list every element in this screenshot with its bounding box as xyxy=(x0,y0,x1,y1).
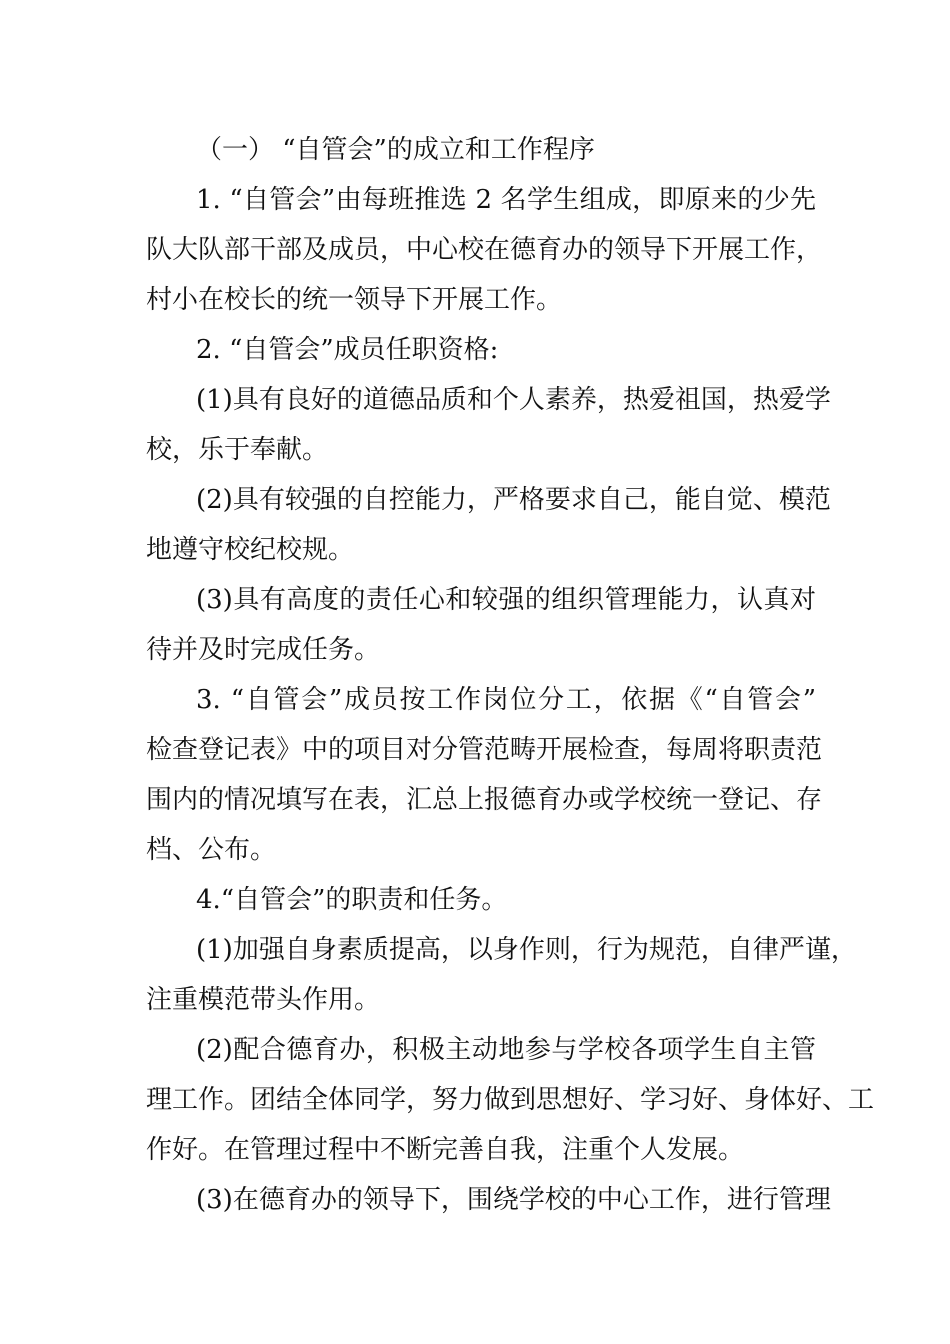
paragraph-line: 待并及时完成任务。 xyxy=(146,635,381,665)
paragraph-line: (2)具有较强的自控能力，严格要求自己，能自觉、模范 xyxy=(196,485,831,515)
paragraph-line: (1)具有良好的道德品质和个人素养，热爱祖国，热爱学 xyxy=(196,385,831,415)
paragraph-line: (2)配合德育办，积极主动地参与学校各项学生自主管 xyxy=(196,1035,816,1065)
section-heading: （一） “自管会”的成立和工作程序 xyxy=(196,135,595,165)
paragraph-line: 注重模范带头作用。 xyxy=(146,985,381,1015)
paragraph-line: 队大队部干部及成员，中心校在德育办的领导下开展工作， xyxy=(146,235,823,265)
paragraph-line: (1)加强自身素质提高，以身作则，行为规范，自律严谨， xyxy=(196,935,857,965)
paragraph-line: 作好。在管理过程中不断完善自我，注重个人发展。 xyxy=(146,1135,745,1165)
paragraph-line: 档、公布。 xyxy=(146,835,277,865)
paragraph-line: 地遵守校纪校规。 xyxy=(146,535,355,565)
paragraph-line: 校，乐于奉献。 xyxy=(146,435,329,465)
paragraph-line: 村小在校长的统一领导下开展工作。 xyxy=(146,285,563,315)
paragraph-line: 3. “自管会”成员按工作岗位分工，依据《“自管会” xyxy=(196,685,816,715)
paragraph-line: 理工作。团结全体同学，努力做到思想好、学习好、身体好、工 xyxy=(146,1085,875,1115)
paragraph-line: (3)具有高度的责任心和较强的组织管理能力，认真对 xyxy=(196,585,816,615)
paragraph-line: 围内的情况填写在表，汇总上报德育办或学校统一登记、存 xyxy=(146,785,823,815)
paragraph-line: 2. “自管会”成员任职资格: xyxy=(196,335,499,365)
paragraph-line: 1. “自管会”由每班推选 2 名学生组成，即原来的少先 xyxy=(196,185,816,215)
paragraph-line: 检查登记表》中的项目对分管范畴开展检查，每周将职责范 xyxy=(146,735,823,765)
paragraph-line: (3)在德育办的领导下，围绕学校的中心工作，进行管理 xyxy=(196,1185,831,1215)
paragraph-line: 4.“自管会”的职责和任务。 xyxy=(196,885,508,915)
